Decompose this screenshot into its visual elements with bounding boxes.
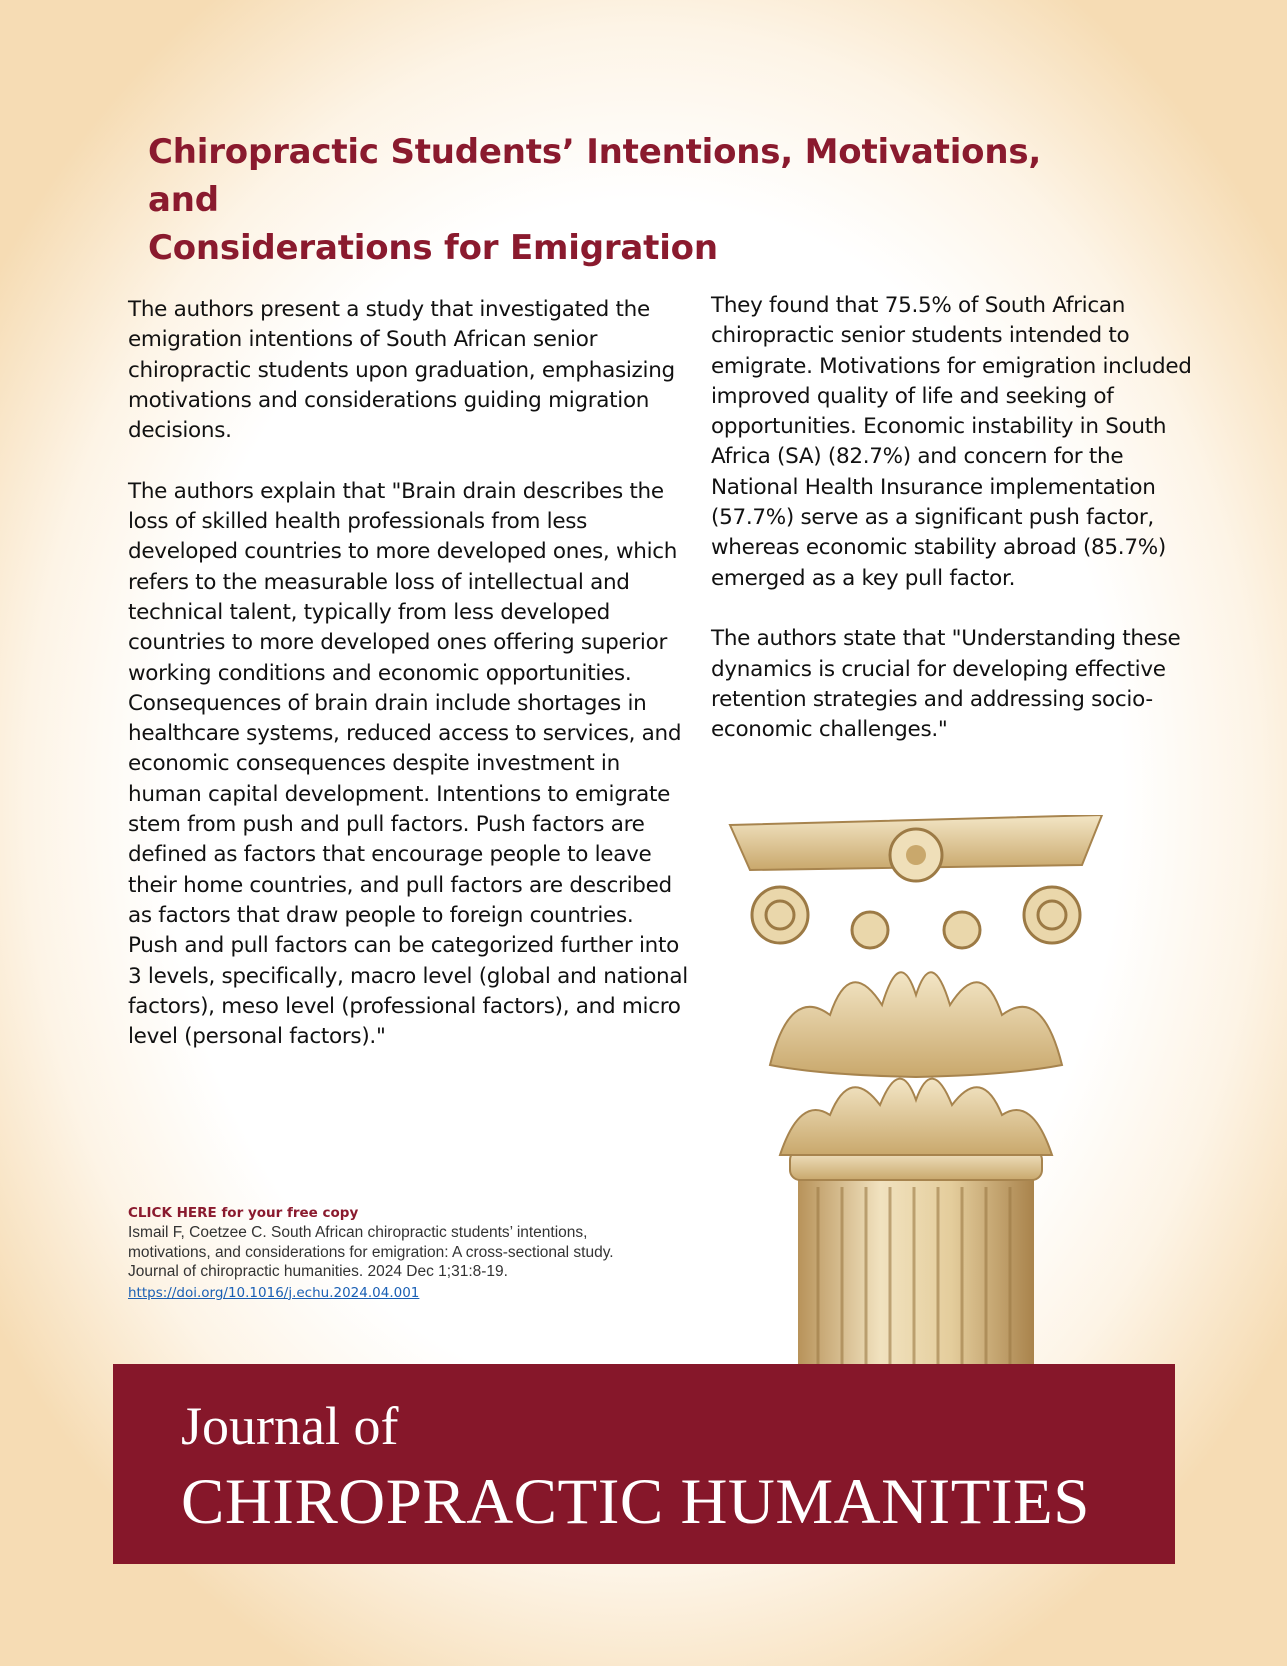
citation-block xyxy=(128,1203,688,1303)
corinthian-column-image xyxy=(710,815,1130,1365)
doi-link[interactable]: https://doi.org/10.1016/j.echu.2024.04.001 xyxy=(128,1284,420,1301)
banner-journal-of: Journal of xyxy=(181,1396,399,1456)
left-paragraph-1: The authors present a study that investigated the emigration intentions of South African senior chiropractic students upon graduation, emphasizing motivations and considerations guiding migration decisions. xyxy=(128,297,675,444)
article-title: Chiropractic Students’ Intentions, Motivations, and Considerations for Emigration xyxy=(148,132,1042,268)
banner-journal-name: CHIROPRACTIC HUMANITIES xyxy=(181,1466,1090,1538)
reference-text: Ismail F, Coetzee C. South African chiropractic students’ intentions, motivations, and considerations for emigration: A cross-sectional study. Journal of chiropractic humanities. 2024 Dec 1;31:8-19. xyxy=(128,1224,614,1280)
right-column xyxy=(711,291,1211,776)
left-column xyxy=(128,295,688,1083)
journal-banner xyxy=(113,1364,1175,1564)
free-copy-link[interactable]: CLICK HERE for your free copy xyxy=(128,1205,359,1221)
right-paragraph-2: The authors state that "Understanding these dynamics is crucial for developing effective retention strategies and addressing socio-economic challenges." xyxy=(711,626,1181,743)
right-paragraph-1: They found that 75.5% of South African chiropractic senior students intended to emigrate. Motivations for emigration included improved quality of life and seeking of opportunities. Economic instability in South Africa (SA) (82.7%) and concern for the National Health Insurance implementation (57.7%) serve as a significant push factor, whereas economic stability abroad (85.7%) emerged as a key pull factor. xyxy=(711,293,1192,591)
left-paragraph-2: The authors explain that "Brain drain describes the loss of skilled health professionals from less developed countries to more developed ones, which refers to the measurable loss of intellectual and technical talent, typically from less developed countries to more developed ones offering superior working conditions and economic opportunities. Consequences of brain drain include shortages in healthcare systems, reduced access to services, and economic consequences despite investment in human capital development. Intentions to emigrate stem from push and pull factors. Push factors are defined as factors that encourage people to leave their home countries, and pull factors are described as factors that draw people to foreign countries. Push and pull factors can be categorized further into 3 levels, specifically, macro level (global and national factors), meso level (professional factors), and micro level (personal factors)." xyxy=(128,478,688,1050)
